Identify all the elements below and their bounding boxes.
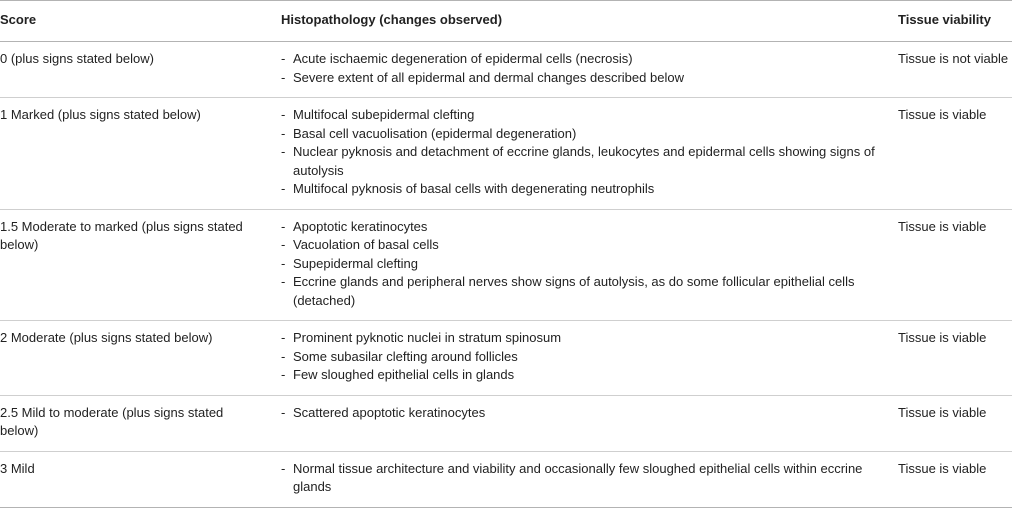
score-cell: 1.5 Moderate to marked (plus signs stated below) [0,209,273,321]
table-row [0,98,1012,210]
changes-list [281,50,876,87]
viability-cell: Tissue is viable [890,98,1012,210]
changes-cell [273,209,890,321]
changes-cell [273,98,890,210]
change-item: - Supepidermal clefting [281,255,876,274]
change-item: - Few sloughed epithelial cells in glands [281,366,876,385]
table-row [0,451,1012,507]
viability-cell: Tissue is viable [890,209,1012,321]
change-item: - Eccrine glands and peripheral nerves show signs of autolysis, as do some follicular epithelial cells (detached) [281,273,876,310]
score-cell: 2.5 Mild to moderate (plus signs stated below) [0,395,273,451]
change-item: - Nuclear pyknosis and detachment of eccrine glands, leukocytes and epidermal cells showing signs of autolysis [281,143,876,180]
header-histopathology: Histopathology (changes observed) [273,1,890,42]
change-item: - Some subasilar clefting around follicles [281,348,876,367]
changes-list [281,329,876,385]
score-cell: 2 Moderate (plus signs stated below) [0,321,273,396]
change-item: - Severe extent of all epidermal and dermal changes described below [281,69,876,88]
change-item: - Scattered apoptotic keratinocytes [281,404,876,423]
table-header-row [0,1,1012,42]
table-row [0,321,1012,396]
change-item: - Normal tissue architecture and viability and occasionally few sloughed epithelial cells within eccrine glands [281,460,876,497]
changes-cell [273,321,890,396]
header-score: Score [0,1,273,42]
changes-cell [273,451,890,507]
score-cell: 1 Marked (plus signs stated below) [0,98,273,210]
changes-cell [273,42,890,98]
viability-cell: Tissue is viable [890,321,1012,396]
changes-list [281,404,876,423]
change-item: - Multifocal pyknosis of basal cells with degenerating neutrophils [281,180,876,199]
viability-cell: Tissue is viable [898,460,987,476]
changes-list [281,218,876,311]
change-item: - Acute ischaemic degeneration of epidermal cells (necrosis) [281,50,876,69]
changes-cell [273,395,890,451]
table-row [0,395,1012,451]
change-item: - Basal cell vacuolisation (epidermal degeneration) [281,125,876,144]
score-cell: 0 (plus signs stated below) [0,42,273,98]
change-item: - Vacuolation of basal cells [281,236,876,255]
changes-list [281,460,876,497]
score-cell: 3 Mild [0,460,35,476]
changes-list [281,106,876,199]
header-tissue-viability: Tissue viability [890,1,1012,42]
viability-cell: Tissue is not viable [890,42,1012,98]
table-row [0,209,1012,321]
change-item: - Prominent pyknotic nuclei in stratum spinosum [281,329,876,348]
change-item: - Apoptotic keratinocytes [281,218,876,237]
table-row [0,42,1012,98]
change-item: - Multifocal subepidermal clefting [281,106,876,125]
viability-cell: Tissue is viable [890,395,1012,451]
